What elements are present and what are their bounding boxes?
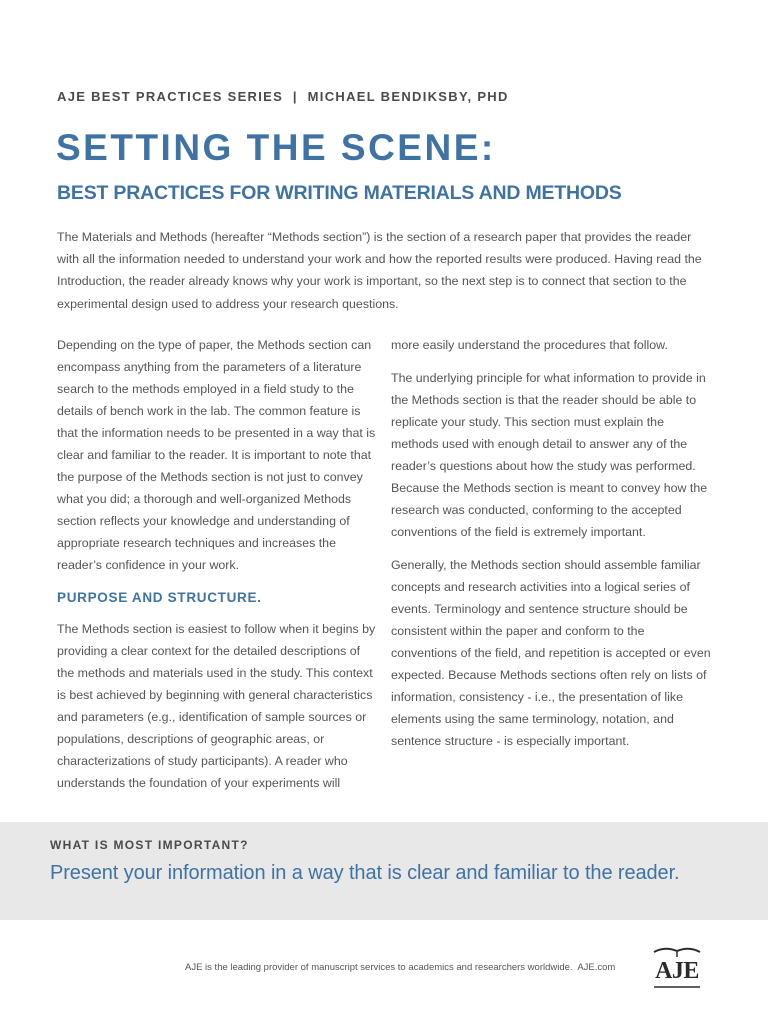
- left-paragraph-1: Depending on the type of paper, the Methods section can encompass anything from the parameters of a literature search to the methods employed in a field study to the details of bench work in the lab. The common feature is that the information needs to be presented in a way that is clear and familiar to the reader. It is important to note that the purpose of the Methods section is not just to convey what you did; a thorough and well-organized Methods section reflects your knowledge and understanding of appropriate research techniques and increases the reader’s confidence in your work.: [57, 338, 376, 572]
- logo-text: AJE: [655, 958, 699, 984]
- right-paragraph-1: more easily understand the procedures that follow.: [391, 338, 668, 352]
- page-subtitle: BEST PRACTICES FOR WRITING MATERIALS AND METHODS: [57, 182, 622, 204]
- series-line: AJE BEST PRACTICES SERIES | MICHAEL BENDIKSBY, PHD: [57, 89, 509, 104]
- callout-label: WHAT IS MOST IMPORTANT?: [50, 838, 249, 852]
- right-column: [391, 334, 713, 763]
- left-paragraph-2: The Methods section is easiest to follow when it begins by providing a clear context for the detailed descriptions of the methods and materials used in the study. This context is best achieved by beginning with general characteristics and parameters (e.g., identification of sample sources or populations, descriptions of geographic areas, or characterizations of study participants). A reader who understands the foundation of your experiments will: [57, 622, 376, 790]
- right-paragraph-2: The underlying principle for what information to provide in the Methods section is that the reader should be able to replicate your study. This section must explain the methods used with enough detail to answer any of the reader’s questions about how the study was performed. Because the Methods section is meant to convey how the research was conducted, conforming to the accepted conventions of the field is extremely important.: [391, 371, 708, 539]
- intro-paragraph: The Materials and Methods (hereafter “Methods section”) is the section of a research paper that provides the reader with all the information needed to understand your work and how the reported results were produced. Having read the Introduction, the reader already knows why your work is important, so the next step is to connect that section to the experimental design used to address your research questions.: [57, 230, 702, 311]
- right-paragraph-3: Generally, the Methods section should assemble familiar concepts and research activities into a logical series of events. Terminology and sentence structure should be consistent within the paper and conform to the conventions of the field, and repetition is accepted or even expected. Because Methods sections often rely on lists of information, consistency - i.e., the presentation of like elements using the same terminology, notation, and sentence structure - is especially important.: [391, 558, 711, 748]
- callout-text: Present your information in a way that is clear and familiar to the reader.: [50, 862, 680, 884]
- page-title: SETTING THE SCENE:: [56, 127, 496, 168]
- section-heading-purpose: PURPOSE AND STRUCTURE.: [57, 590, 262, 605]
- footer-text: AJE is the leading provider of manuscript services to academics and researchers worldwide. AJE.com: [185, 962, 616, 973]
- callout-box: [0, 822, 768, 920]
- aje-logo: [651, 946, 703, 990]
- left-column: [57, 334, 379, 805]
